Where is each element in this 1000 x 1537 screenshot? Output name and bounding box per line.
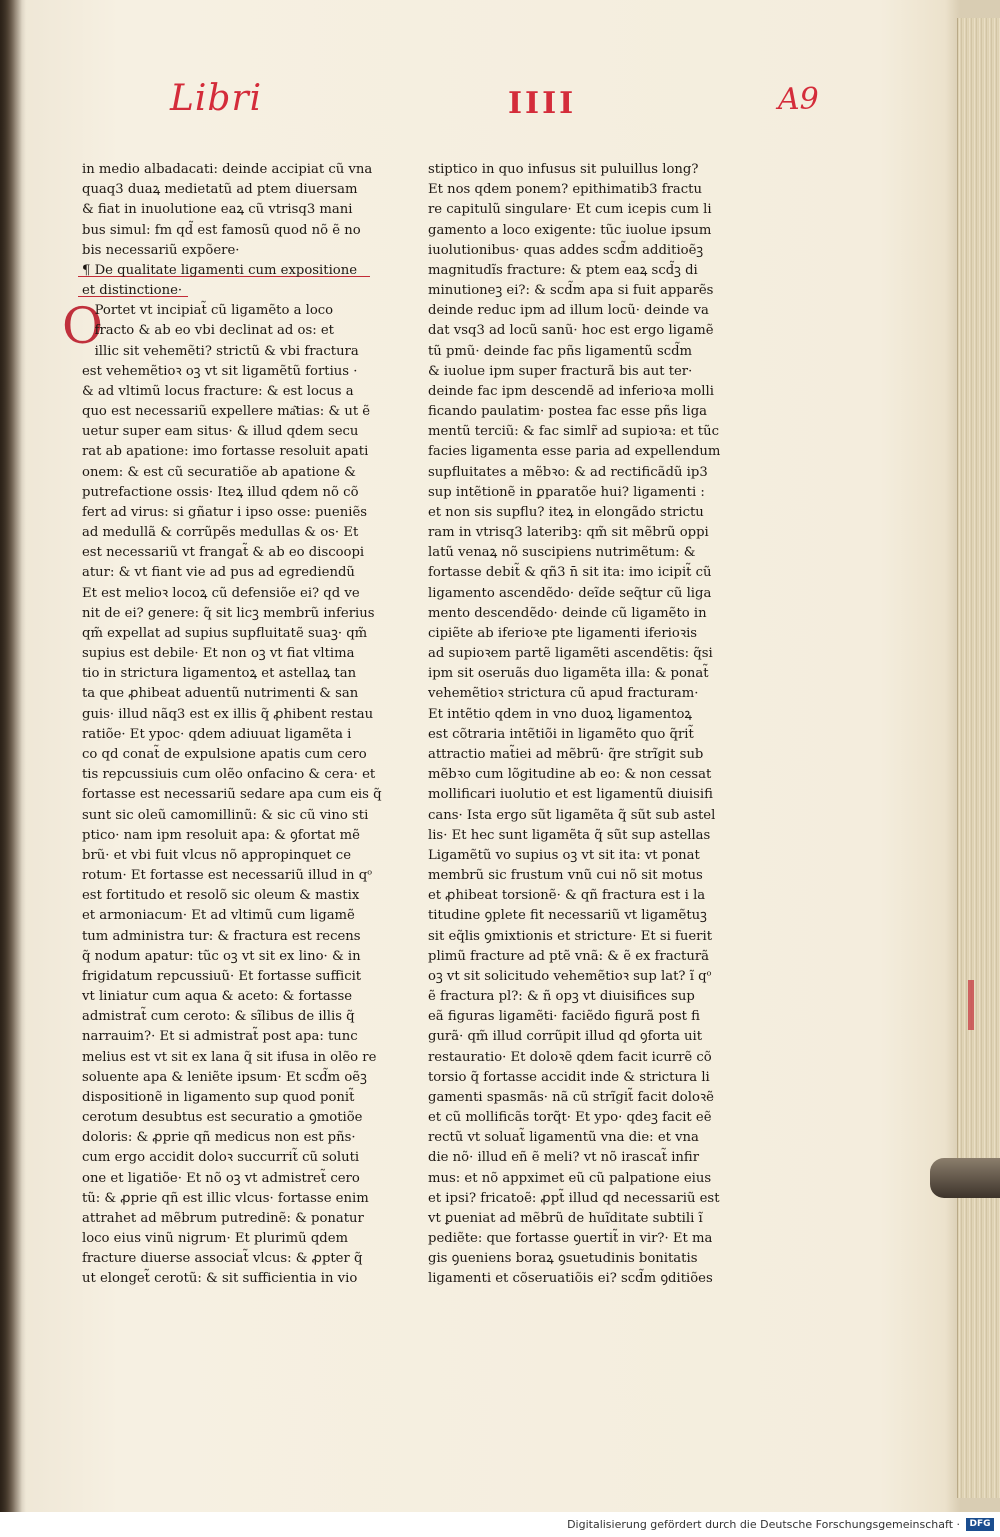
text-line: ficando paulatim· postea fac esse pñs liga bbox=[428, 404, 707, 420]
folio-mark: A9 bbox=[778, 82, 819, 117]
text-line: ẽ fractura pl?: & ñ opꝫ vt diuisifices sup bbox=[428, 989, 695, 1005]
text-line: torsio q̃ fortasse accidit inde & strictura li bbox=[428, 1069, 710, 1085]
text-line: gamento a loco exigente: tũc iuolue ipsum bbox=[428, 222, 712, 238]
text-line: brũ· et vbi fuit vlcus nõ appropinquet ce bbox=[82, 847, 351, 863]
text-line: ratiõe· Et ypoc· qdem adiuuat ligamẽta i bbox=[82, 726, 352, 742]
text-line: mẽbꝛo cum lõgitudine ab eo: & non cessat bbox=[428, 767, 712, 783]
text-line: attractio mat̃iei ad mẽbrũ· q̃re strĩgit sub bbox=[428, 746, 704, 762]
text-line: narrauim?· Et si admistrat̃ post apa: tunc bbox=[82, 1029, 358, 1045]
red-marker-tab bbox=[968, 980, 974, 1030]
dfg-logo: DFG bbox=[966, 1518, 994, 1531]
text-line: deinde fac ipm descendẽ ad inferioꝛa molli bbox=[428, 383, 714, 399]
text-line: titudine ꝯplete fit necessariũ vt ligamẽtuꝫ bbox=[428, 908, 707, 924]
text-line: restauratio· Et doloꝛẽ qdem facit icurrẽ cõ bbox=[428, 1049, 712, 1065]
text-column-right bbox=[428, 160, 720, 1290]
text-line: ta que ꝓhibeat aduentũ nutrimenti & san bbox=[82, 686, 359, 702]
text-line: facies ligamenta esse paria ad expellendum bbox=[428, 444, 721, 460]
text-line: fracture diuerse associat̃ vlcus: & ꝓpter q̃ bbox=[82, 1251, 363, 1267]
text-line: vt ꝑueniat ad mẽbrũ de huĩditate subtili ĩ bbox=[428, 1210, 703, 1226]
text-line: tio in strictura ligamentoꝝ et astellaꝝ tan bbox=[82, 666, 357, 682]
text-line: qm̃ expellat ad supius supfluitatẽ suaꝫ· qm̃ bbox=[82, 625, 368, 641]
text-line: illic sit vehemẽti? strictũ & vbi fractura bbox=[82, 343, 359, 359]
text-line: minutioneꝫ ei?: & scd̃m apa si fuit apparẽs bbox=[428, 283, 714, 299]
text-line: eã figuras ligamẽti· faciẽdo figurã post fi bbox=[428, 1009, 700, 1025]
text-line: et ꝓhibeat torsionẽ· & qñ fractura est i la bbox=[428, 888, 706, 904]
text-line: uetur super eam situs· & illud qdem secu bbox=[82, 424, 359, 440]
text-line: Portet vt incipiat̃ cũ ligamẽto a loco bbox=[82, 303, 334, 319]
text-line: attrahet ad mẽbrum putredinẽ: & ponatur bbox=[82, 1210, 364, 1226]
text-line: tũ pmũ· deinde fac pñs ligamentũ scd̃m bbox=[428, 343, 693, 359]
text-line: et armoniacum· Et ad vltimũ cum ligamẽ bbox=[82, 908, 355, 924]
text-line: fracto & ab eo vbi declinat ad os: et bbox=[82, 323, 334, 339]
text-line: quo est necessariũ expellere ma͂tias: & ut ẽ bbox=[82, 404, 371, 420]
text-line: bis necessariũ expõere· bbox=[82, 242, 240, 258]
text-line: rotum· Et fortasse est necessariũ illud in qᵒ bbox=[82, 868, 373, 884]
running-head-left: Libri bbox=[170, 78, 263, 119]
text-line: vehemẽtioꝛ strictura cũ apud fracturam· bbox=[428, 686, 699, 702]
text-line: ad medullã & corrũpẽs medullas & os· Et bbox=[82, 525, 359, 541]
digitization-footer bbox=[0, 1512, 1000, 1537]
text-line: deinde reduc ipm ad illum locũ· deinde va bbox=[428, 303, 709, 319]
text-line: lis· Et hec sunt ligamẽta q̃ sũt sup astellas bbox=[428, 827, 711, 843]
text-line: frigidatum repcussiuũ· Et fortasse sufficit bbox=[82, 968, 362, 984]
text-line: supfluitates a mẽbꝛo: & ad rectificãdũ ip3 bbox=[428, 464, 708, 480]
text-line: admistrat̃ cum ceroto: & sĩlibus de illis q̃ bbox=[82, 1009, 355, 1025]
text-line: mentũ terciũ: & fac simlr̃ ad supioꝛa: et tũc bbox=[428, 424, 719, 440]
text-column-left bbox=[82, 160, 382, 1290]
text-line: co qd conat̃ de expulsione apatis cum cero bbox=[82, 746, 367, 762]
text-line: mus: et nõ appximet eũ cũ palpatione eius bbox=[428, 1170, 712, 1186]
text-line: & ad vltimũ locus fracture: & est locus a bbox=[82, 383, 354, 399]
text-line: pediẽte: que fortasse ꝯuertit̃ in vir?· Et ma bbox=[428, 1231, 713, 1247]
text-line: in medio albadacati: deinde accipiat cũ vna bbox=[82, 162, 373, 177]
text-line: est cõtraria intẽtiõi in ligamẽto quo q̃rit̃ bbox=[428, 726, 694, 742]
text-line: fert ad virus: si gñatur i ipso osse: pueniẽs bbox=[82, 504, 368, 520]
text-line: est vehemẽtioꝛ oꝫ vt sit ligamẽtũ fortius · bbox=[82, 363, 358, 379]
text-line: guis· illud nãq3 est ex illis q̃ ꝓhibent restau bbox=[82, 706, 374, 722]
text-line: gis ꝯueniens boraꝝ ꝯsuetudinis bonitatis bbox=[428, 1251, 698, 1267]
text-line: iuolutionibus· quas addes scd̃m additioẽꝫ bbox=[428, 242, 704, 258]
text-line: cipiẽte ab iferioꝛe pte ligamenti iferioꝛis bbox=[428, 625, 698, 641]
text-line: rectũ vt soluat̃ ligamentũ vna die: et vna bbox=[428, 1130, 699, 1146]
text-line: re capitulũ singulare· Et cum icepis cum li bbox=[428, 202, 712, 218]
text-line: ligamenti et cõseruatiõis ei? scd̃m ꝯditiões bbox=[428, 1271, 713, 1287]
text-line: est fortitudo et resolõ sic oleum & mastix bbox=[82, 888, 360, 904]
text-line: rat ab apatione: imo fortasse resoluit apati bbox=[82, 444, 369, 460]
text-line: atur: & vt fiant vie ad pus ad egrediendũ bbox=[82, 565, 355, 581]
text-line: plimũ fracture ad ptẽ vnã: & ẽ ex fracturã bbox=[428, 948, 710, 964]
footer-credit: Digitalisierung gefördert durch die Deutsche Forschungsgemeinschaft · bbox=[567, 1518, 960, 1531]
text-line: tum administra tur: & fractura est recens bbox=[82, 928, 361, 944]
text-line: est necessariũ vt frangat̃ & ab eo discoopi bbox=[82, 545, 365, 561]
text-line: putrefactione ossis· Iteꝝ illud qdem nõ cõ bbox=[82, 484, 359, 500]
running-head-book-number: IIII bbox=[508, 86, 577, 121]
text-line: supius est debile· Et non oꝫ vt fiat vltima bbox=[82, 646, 355, 662]
text-line: melius est vt sit ex lana q̃ sit ifusa in olẽo re bbox=[82, 1049, 377, 1065]
text-line: oꝫ vt sit solicitudo vehemẽtioꝛ sup lat? ĩ qᵒ bbox=[428, 968, 712, 984]
text-line: doloris: & ꝓprie qñ medicus non est pñs· bbox=[82, 1130, 356, 1146]
text-line: & iuolue ipm super fracturã bis aut ter· bbox=[428, 363, 693, 379]
text-line: Et intẽtio qdem in vno duoꝝ ligamentoꝝ bbox=[428, 706, 693, 722]
text-line: dat vsq3 ad locũ sanũ· hoc est ergo ligamẽ bbox=[428, 323, 714, 339]
text-line: sup intẽtionẽ in ꝑparatõe hui? ligamenti : bbox=[428, 484, 705, 500]
text-line: sit eq̃lis ꝯmixtionis et stricture· Et si fuerit bbox=[428, 928, 712, 944]
text-line: cum ergo accidit doloꝛ succurrit̃ cũ soluti bbox=[82, 1150, 360, 1166]
text-line: tũ: & ꝓprie qñ est illic vlcus· fortasse enim bbox=[82, 1190, 369, 1206]
text-line: fortasse debit̃ & qñ3 n̄ sit ita: imo icipit̃ cũ bbox=[428, 565, 712, 581]
text-line: Ligamẽtũ vo supius oꝫ vt sit ita: vt ponat bbox=[428, 847, 700, 863]
text-line: ram in vtrisq3 lateribꝫ: qm̃ sit mẽbrũ oppi bbox=[428, 525, 709, 541]
text-line: ¶ De qualitate ligamenti cum expositione bbox=[82, 262, 358, 278]
text-line: soluente apa & leniẽte ipsum· Et scd̃m oẽꝫ bbox=[82, 1069, 367, 1085]
text-line: sunt sic oleũ camomillinũ: & sic cũ vino sti bbox=[82, 807, 369, 823]
text-line: magnitudĩs fracture: & ptem eaꝝ scd̃ꝫ di bbox=[428, 262, 698, 278]
text-line: dispositionẽ in ligamento sup quod ponit̃ bbox=[82, 1089, 355, 1105]
text-line: ipm sit oseruãs duo ligamẽta illa: & ponat̃ bbox=[428, 666, 709, 682]
text-line: one et ligatiõe· Et nõ oꝫ vt admistret̃ cero bbox=[82, 1170, 360, 1186]
text-line: Et est melioꝛ locoꝝ cũ defensiõe ei? qd ve bbox=[82, 585, 360, 601]
text-line: latũ venaꝝ nõ suscipiens nutrimẽtum: & bbox=[428, 545, 696, 561]
text-line: q̃ nodum apatur: tũc oꝫ vt sit ex lino· & in bbox=[82, 948, 361, 964]
page-edges bbox=[957, 18, 1000, 1498]
text-line: membrũ sic frustum vnũ cui nõ sit motus bbox=[428, 868, 703, 884]
text-line: gamenti spasmãs· nã cũ strĩgit̃ facit doloꝛẽ bbox=[428, 1089, 714, 1105]
text-line: stiptico in quo infusus sit puluillus long? bbox=[428, 162, 699, 177]
text-line: die nõ· illud eñ ẽ meli? vt nõ irascat̃ infir bbox=[428, 1150, 700, 1166]
text-line: mollificari iuolutio et est ligamentũ diuisifi bbox=[428, 787, 713, 803]
text-line: onem: & est cũ securatiõe ab apatione & bbox=[82, 464, 356, 480]
text-line: cerotum desubtus est securatio a ꝯmotiõe bbox=[82, 1110, 363, 1126]
text-line: et distinctione· bbox=[82, 283, 183, 299]
text-line: quaq3 duaꝝ medietatũ ad ptem diuersam bbox=[82, 182, 358, 198]
decorated-initial: O bbox=[62, 297, 103, 355]
text-line: gurã· qm̃ illud corrũpit illud qd ꝯforta uit bbox=[428, 1029, 703, 1045]
text-line: et ipsi? fricatoẽ: ꝓpt̃ illud qd necessariũ est bbox=[428, 1190, 720, 1206]
text-line: cans· Ista ergo sũt ligamẽta q̃ sũt sub astel bbox=[428, 807, 716, 823]
text-line: Et nos qdem ponem? epithimatib3 fractu bbox=[428, 182, 702, 198]
bookmark-strap bbox=[930, 1158, 1000, 1198]
text-line: ad supioꝛem partẽ ligamẽti ascendẽtis: q̃si bbox=[428, 646, 713, 662]
text-line: nit de ei? genere: q̃ sit licꝫ membrũ inferius bbox=[82, 605, 375, 621]
text-line: bus simul: fm qd̃ est famosũ quod nõ ẽ no bbox=[82, 222, 361, 238]
text-line: loco eius vinũ nigrum· Et plurimũ qdem bbox=[82, 1231, 349, 1247]
text-line: mento descendẽdo· deinde cũ ligamẽto in bbox=[428, 605, 707, 621]
text-line: ligamento ascendẽdo· deĩde seq̃tur cũ liga bbox=[428, 585, 712, 601]
text-line: tis repcussiuis cum olẽo onfacino & cera· et bbox=[82, 767, 376, 783]
text-line: et cũ mollificãs torq̃t· Et ypo· qdeꝫ facit eẽ bbox=[428, 1110, 712, 1126]
gutter-shadow bbox=[0, 0, 26, 1512]
text-line: et non sis supflu? iteꝝ in elongãdo strictu bbox=[428, 504, 704, 520]
text-line: vt liniatur cum aqua & aceto: & fortasse bbox=[82, 989, 353, 1005]
text-line: ut elonget̃ cerotũ: & sit sufficientia in vio bbox=[82, 1271, 358, 1287]
text-line: fortasse est necessariũ sedare apa cum eis q̃ bbox=[82, 787, 382, 803]
text-line: & fiat in inuolutione eaꝝ cũ vtrisq3 mani bbox=[82, 202, 353, 218]
text-line: ptico· nam ipm resoluit apa: & ꝯfortat mẽ bbox=[82, 827, 360, 843]
